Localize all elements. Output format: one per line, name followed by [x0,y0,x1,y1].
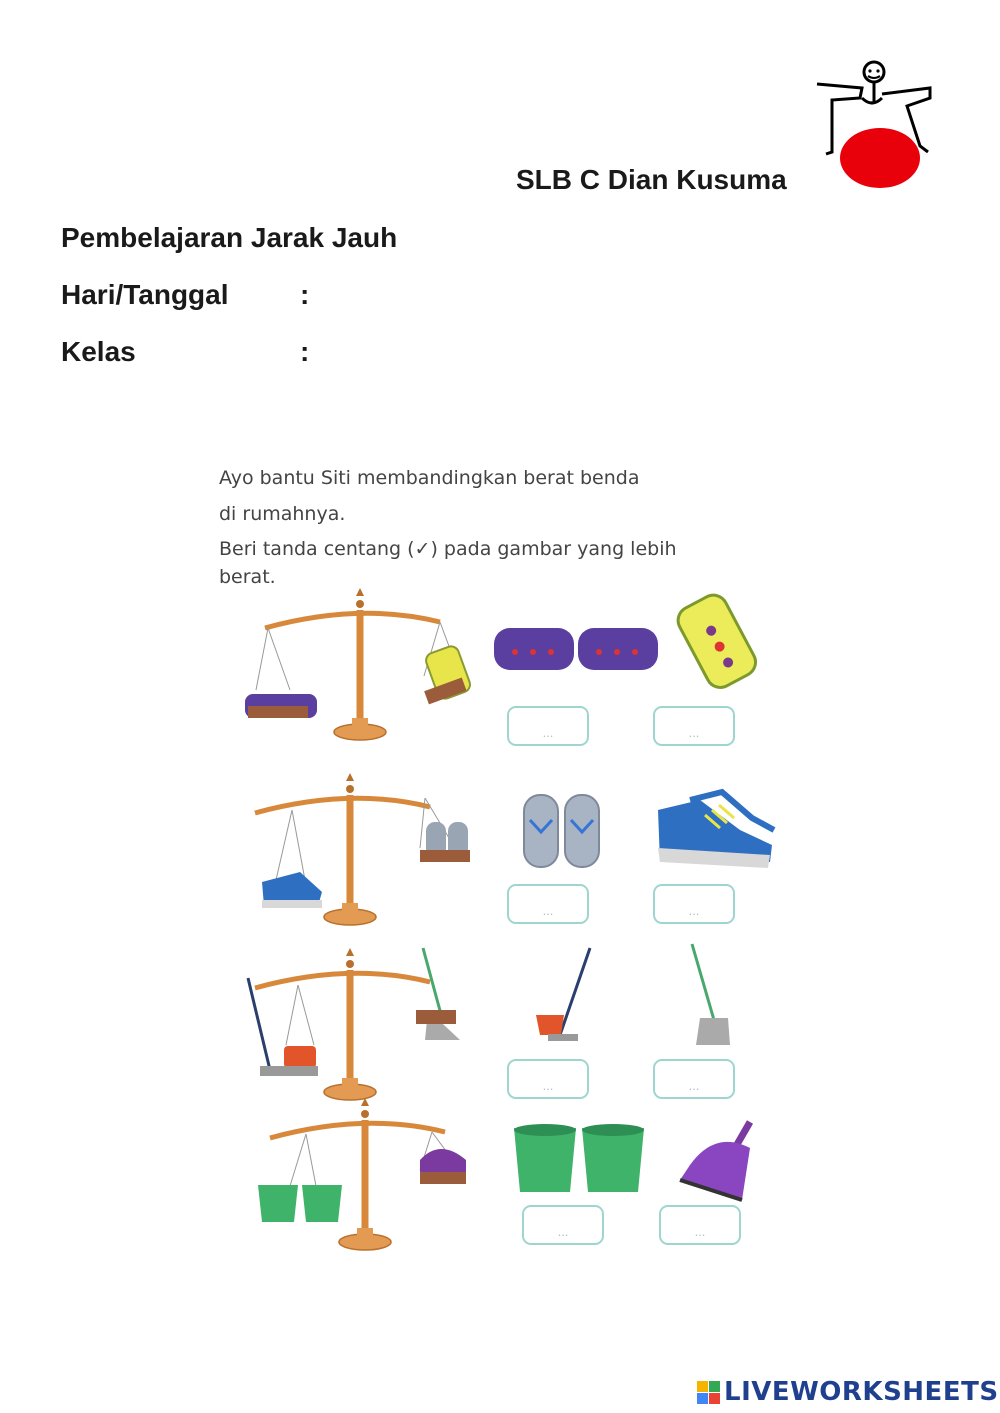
answer-box-row1-pillows[interactable]: ... [507,706,589,746]
answer-box-row2-sandals[interactable]: ... [507,884,589,924]
liveworksheets-badge-icon [697,1381,720,1404]
bolster-image [673,590,760,692]
buckets-image [514,1124,644,1192]
answer-box-row4-dustpan[interactable]: ... [659,1205,741,1245]
instruction-line-2: di rumahnya. [219,503,346,525]
instruction-line-4: berat. [219,566,276,588]
scale-row-3 [248,948,460,1100]
answer-box-row3-broom[interactable]: ... [653,1059,735,1099]
class-colon: : [300,336,310,367]
scale-row-1 [245,588,472,740]
sandals-image [524,795,599,867]
liveworksheets-logo [697,1377,999,1407]
page-title: Pembelajaran Jarak Jauh [61,222,398,253]
date-colon: : [300,279,310,310]
answer-box-row4-buckets[interactable]: ... [522,1205,604,1245]
instruction-line-1: Ayo bantu Siti membandingkan berat benda [219,467,640,489]
answer-box-row3-bucket-mop[interactable]: ... [507,1059,589,1099]
bucket-mop-image [536,948,590,1041]
instruction-line-3: Beri tanda centang (✓) pada gambar yang lebih [219,538,677,560]
dustpan-image [680,1122,750,1200]
pillows-image [494,628,658,670]
scale-row-2 [255,773,470,925]
class-label: Kelas [61,336,136,367]
sneakers-image [658,792,774,868]
date-label: Hari/Tanggal [61,279,229,310]
school-name: SLB C Dian Kusuma [516,164,787,195]
scale-row-4 [258,1098,466,1250]
broom-image [692,944,730,1045]
answer-box-row2-sneakers[interactable]: ... [653,884,735,924]
liveworksheets-brand-text: LIVEWORKSHEETS [724,1377,999,1407]
answer-box-row1-bolster[interactable]: ... [653,706,735,746]
